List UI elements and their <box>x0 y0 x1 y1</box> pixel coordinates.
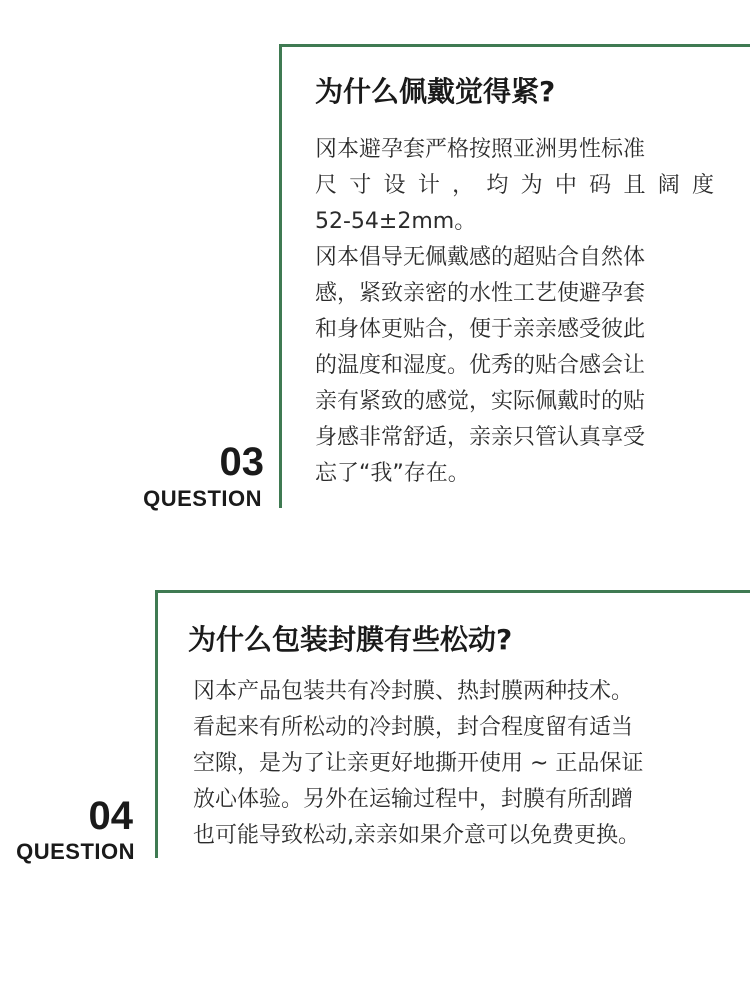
answer-text <box>315 132 717 492</box>
frame-top-border <box>155 590 750 593</box>
answer-line: 忘了“我”存在。 <box>315 461 470 486</box>
answer-line: 的温度和湿度。优秀的贴合感会让 <box>315 353 646 378</box>
answer-line: 空隙，是为了让亲更好地撕开使用 ~ 正品保证 <box>193 751 644 776</box>
answer-line: 亲有紧致的感觉，实际佩戴时的贴 <box>315 389 646 414</box>
question-label: QUESTION <box>143 486 262 511</box>
question-label: QUESTION <box>16 839 135 864</box>
answer-line: 和身体更贴合，便于亲亲感受彼此 <box>315 317 646 342</box>
question-number: 04 <box>88 794 133 838</box>
answer-line: 尺寸设计，均为中码且阔度 <box>315 173 717 198</box>
answer-line: 放心体验。另外在运输过程中，封膜有所刮蹭 <box>193 787 634 812</box>
answer-line: 身感非常舒适，亲亲只管认真享受 <box>315 425 646 450</box>
answer-line: 52-54±2mm。 <box>315 209 477 234</box>
frame-top-border <box>279 44 750 47</box>
question-title: 为什么佩戴觉得紧? <box>315 75 556 108</box>
answer-line: 冈本避孕套严格按照亚洲男性标准 <box>315 137 646 162</box>
answer-text <box>193 674 733 854</box>
answer-line: 冈本倡导无佩戴感的超贴合自然体 <box>315 245 646 270</box>
answer-line: 冈本产品包装共有冷封膜、热封膜两种技术。 <box>193 679 634 704</box>
answer-line: 也可能导致松动,亲亲如果介意可以免费更换。 <box>193 823 640 848</box>
frame-left-border <box>279 44 282 508</box>
faq-block-04 <box>0 520 750 1005</box>
frame-left-border <box>155 590 158 858</box>
answer-line: 看起来有所松动的冷封膜，封合程度留有适当 <box>193 715 634 740</box>
answer-line: 感，紧致亲密的水性工艺使避孕套 <box>315 281 646 306</box>
question-title: 为什么包装封膜有些松动? <box>188 623 513 656</box>
question-number: 03 <box>219 440 264 484</box>
